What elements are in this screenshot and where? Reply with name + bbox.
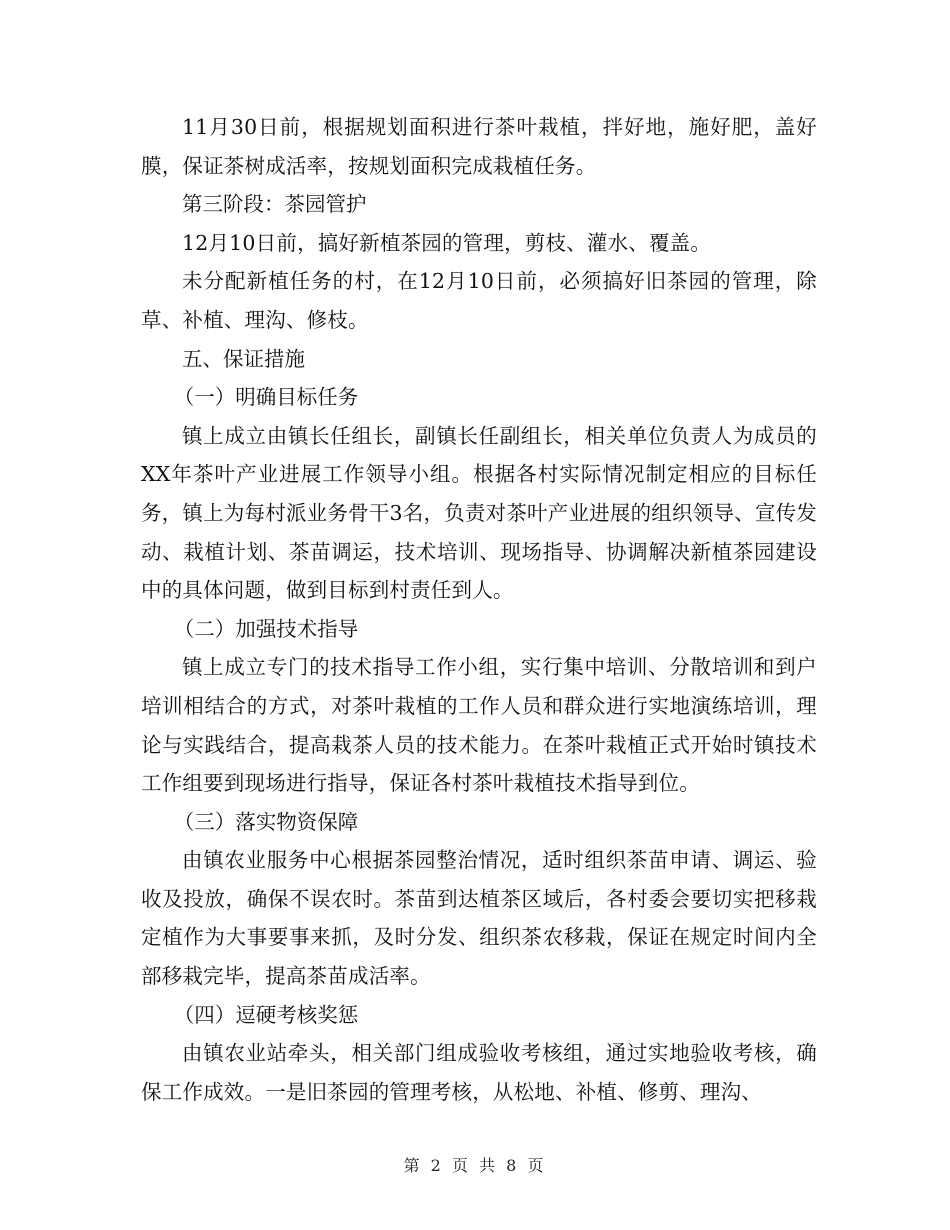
paragraph: 镇上成立专门的技术指导工作小组，实行集中培训、分散培训和到户培训相结合的方式，对茶叶栽植的工作人员和群众进行实地演练培训，理论与实践结合，提高栽茶人员的技术能力。在茶叶栽植正式开始时镇技术工作组要到现场进行指导，保证各村茶叶栽植技术指导到位。 bbox=[141, 655, 817, 796]
document-body bbox=[141, 108, 817, 1111]
section-heading: 五、保证措施 bbox=[182, 346, 305, 371]
paragraph: 镇上成立由镇长任组长，副镇长任副组长，相关单位负责人为成员的XX年茶叶产业进展工作领导小组。根据各村实际情况制定相应的目标任务，镇上为每村派业务骨干3名，负责对茶叶产业进展的组织领导、宣传发动、栽植计划、茶苗调运，技术培训、现场指导、协调解决新植茶园建设中的具体问题，做到目标到村责任到人。 bbox=[141, 423, 817, 603]
paragraph: 12月10日前，搞好新植茶园的管理，剪枝、灌水、覆盖。 bbox=[182, 230, 712, 255]
paragraph: 11月30日前，根据规划面积进行茶叶栽植，拌好地，施好肥，盖好膜，保证茶树成活率，按规划面积完成栽植任务。 bbox=[141, 115, 817, 178]
subsection-heading: （二）加强技术指导 bbox=[173, 616, 359, 641]
subsection-heading: （四）逗硬考核奖惩 bbox=[173, 1002, 359, 1027]
subsection-heading: （一）明确目标任务 bbox=[173, 385, 359, 410]
paragraph: 未分配新植任务的村，在12月10日前，必须搞好旧茶园的管理，除草、补植、理沟、修枝。 bbox=[141, 269, 817, 332]
section-heading: 第三阶段：茶园管护 bbox=[182, 192, 367, 217]
paragraph: 由镇农业站牵头，相关部门组成验收考核组，通过实地验收考核，确保工作成效。一是旧茶园的管理考核，从松地、补植、修剪、理沟、 bbox=[141, 1041, 817, 1104]
subsection-heading: （三）落实物资保障 bbox=[173, 809, 359, 834]
paragraph: 由镇农业服务中心根据茶园整治情况，适时组织茶苗申请、调运、验收及投放，确保不误农时。茶苗到达植茶区域后，各村委会要切实把移栽定植作为大事要事来抓，及时分发、组织茶农移栽，保证在规定时间内全部移栽完毕，提高茶苗成活率。 bbox=[141, 848, 817, 989]
page-number-footer: 第 2 页 共 8 页 bbox=[403, 1156, 547, 1175]
